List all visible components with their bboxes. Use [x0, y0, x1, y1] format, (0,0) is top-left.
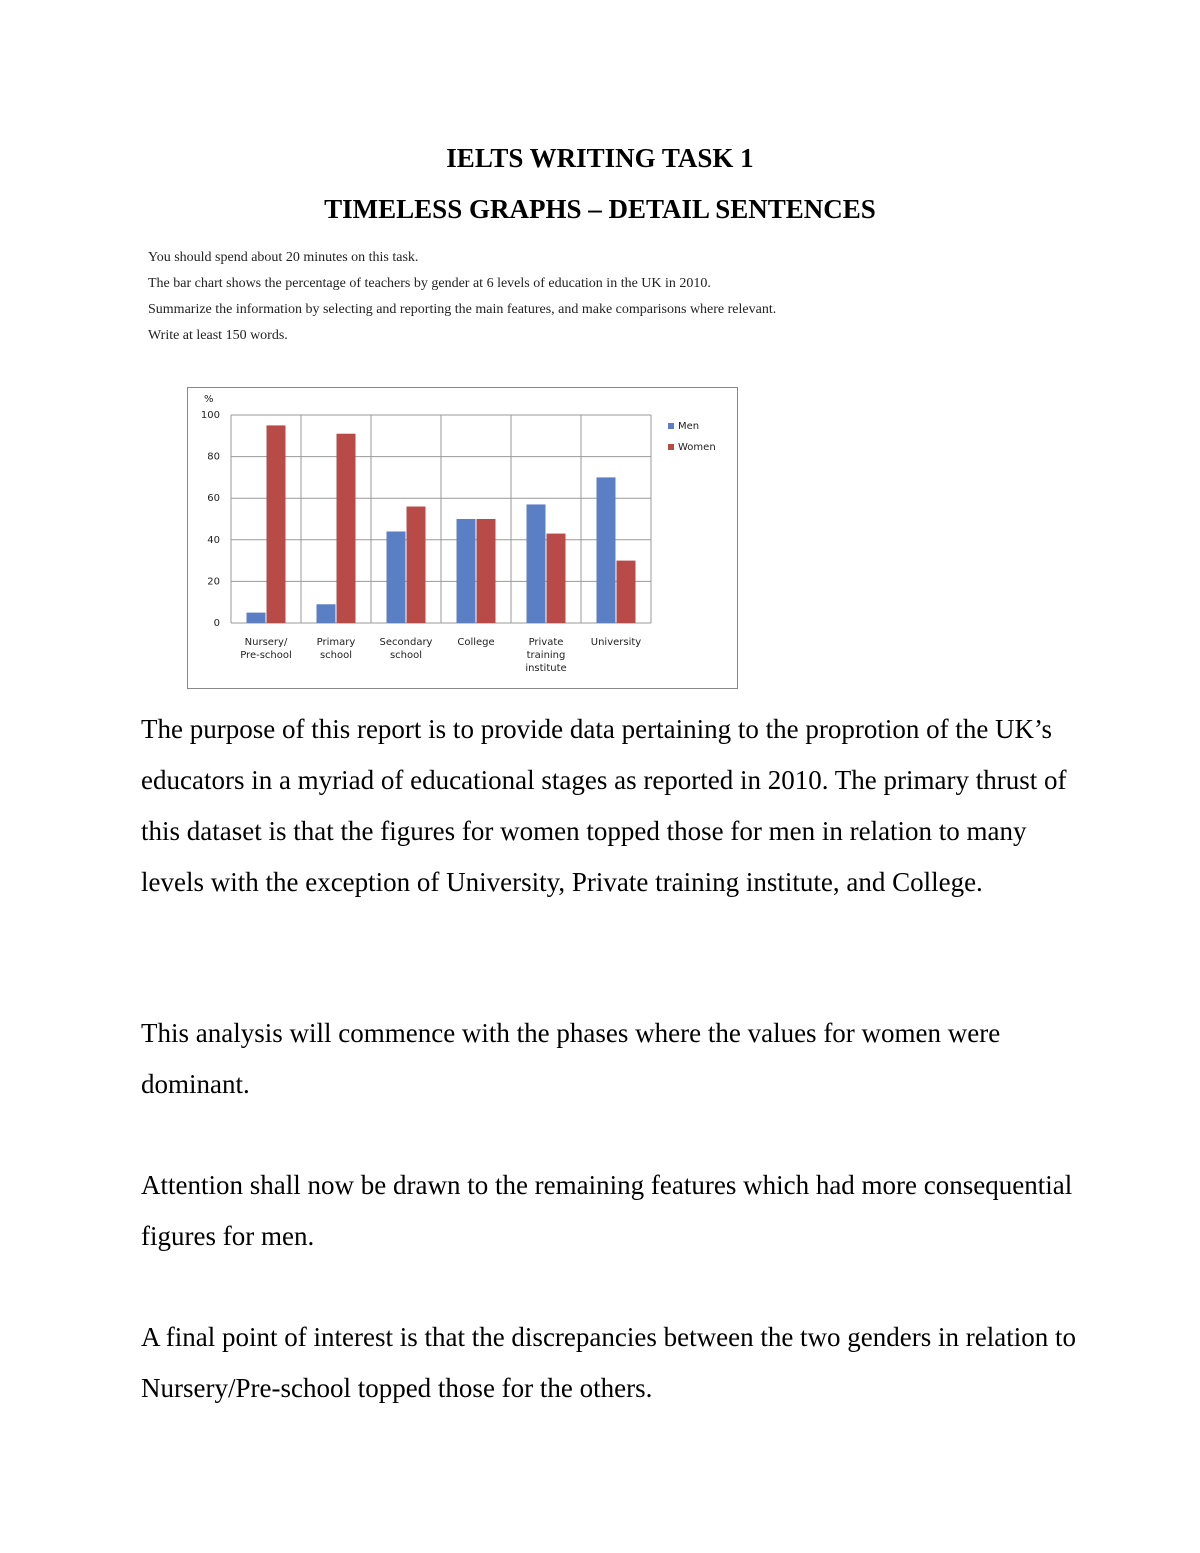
y-tick-label: 40 — [207, 534, 220, 546]
y-tick-label: 0 — [213, 618, 220, 629]
bar-men — [387, 531, 406, 623]
task-line-description: The bar chart shows the percentage of teachers by gender at 6 levels of education in the UK in 2010. — [148, 276, 711, 291]
report-paragraph-text: A final point of interest is that the discrepancies between the two genders in relation to Nursery/Pre-school topped those for the others. — [141, 1322, 1076, 1403]
bar-chart — [187, 387, 738, 689]
report-paragraph — [141, 1160, 1081, 1262]
x-category-label-line: institute — [525, 663, 567, 674]
bar-women — [267, 425, 286, 623]
x-category-label-line: school — [389, 650, 423, 661]
x-category-label-line: College — [457, 637, 495, 648]
report-paragraph-text: This analysis will commence with the phases where the values for women were dominant. — [141, 1018, 1001, 1099]
bar-women — [617, 561, 636, 623]
bar-women — [547, 534, 566, 623]
page-title: IELTS WRITING TASK 1 — [446, 143, 754, 173]
page-subtitle: TIMELESS GRAPHS – DETAIL SENTENCES — [324, 194, 876, 224]
task-line-word-count: Write at least 150 words. — [148, 328, 288, 343]
bar-men — [317, 604, 336, 623]
x-category-label-line: Secondary — [379, 637, 433, 648]
bar-women — [477, 519, 496, 623]
x-category-label — [457, 637, 494, 648]
bar-chart-svg — [188, 388, 737, 688]
bar-men — [247, 613, 266, 623]
y-tick-label: 80 — [207, 451, 220, 463]
x-category-label — [591, 637, 642, 648]
x-category-label — [240, 637, 292, 661]
x-category-label-line: Pre-school — [240, 650, 292, 661]
x-category-label-line: University — [590, 637, 642, 648]
bar-women — [407, 507, 426, 623]
x-category-label-line: Nursery/ — [244, 637, 288, 648]
y-tick-label: 60 — [207, 493, 220, 505]
y-axis-label: % — [204, 394, 214, 405]
x-category-label-line: school — [319, 650, 353, 661]
bar-women — [337, 434, 356, 623]
legend-swatch-men — [668, 423, 674, 429]
report-paragraph — [141, 704, 1081, 908]
report-paragraph-text: The purpose of this report is to provide data pertaining to the proprotion of the UK’s educators in a myriad of educational stages as reported in 2010. The primary thrust of this dataset is that the figures for women topped those for men in relation to many levels with the exception of University, Private training institute, and College. — [141, 714, 1067, 897]
legend-label-women: Women — [678, 442, 716, 453]
task-line-summarize: Summarize the information by selecting and reporting the main features, and make comparisons where relevant. — [148, 302, 777, 317]
x-category-label — [525, 637, 566, 674]
y-tick-label: 100 — [200, 410, 220, 421]
report-paragraph — [141, 1312, 1081, 1414]
x-category-label — [317, 637, 356, 661]
x-category-label — [380, 637, 433, 661]
task-line-time: You should spend about 20 minutes on this task. — [148, 250, 419, 265]
bar-men — [527, 504, 546, 623]
legend-swatch-women — [668, 444, 674, 450]
bar-men — [457, 519, 476, 623]
report-paragraph-text: Attention shall now be drawn to the remaining features which had more consequential figures for men. — [141, 1170, 1073, 1251]
x-category-label-line: Primary — [316, 637, 356, 648]
report-paragraph — [141, 1008, 1081, 1110]
legend-label-men: Men — [678, 421, 700, 432]
y-tick-label: 20 — [207, 576, 220, 588]
task-instructions — [148, 245, 828, 349]
x-category-label-line: Private — [528, 637, 564, 648]
x-category-label-line: training — [526, 650, 566, 661]
bar-men — [597, 477, 616, 623]
